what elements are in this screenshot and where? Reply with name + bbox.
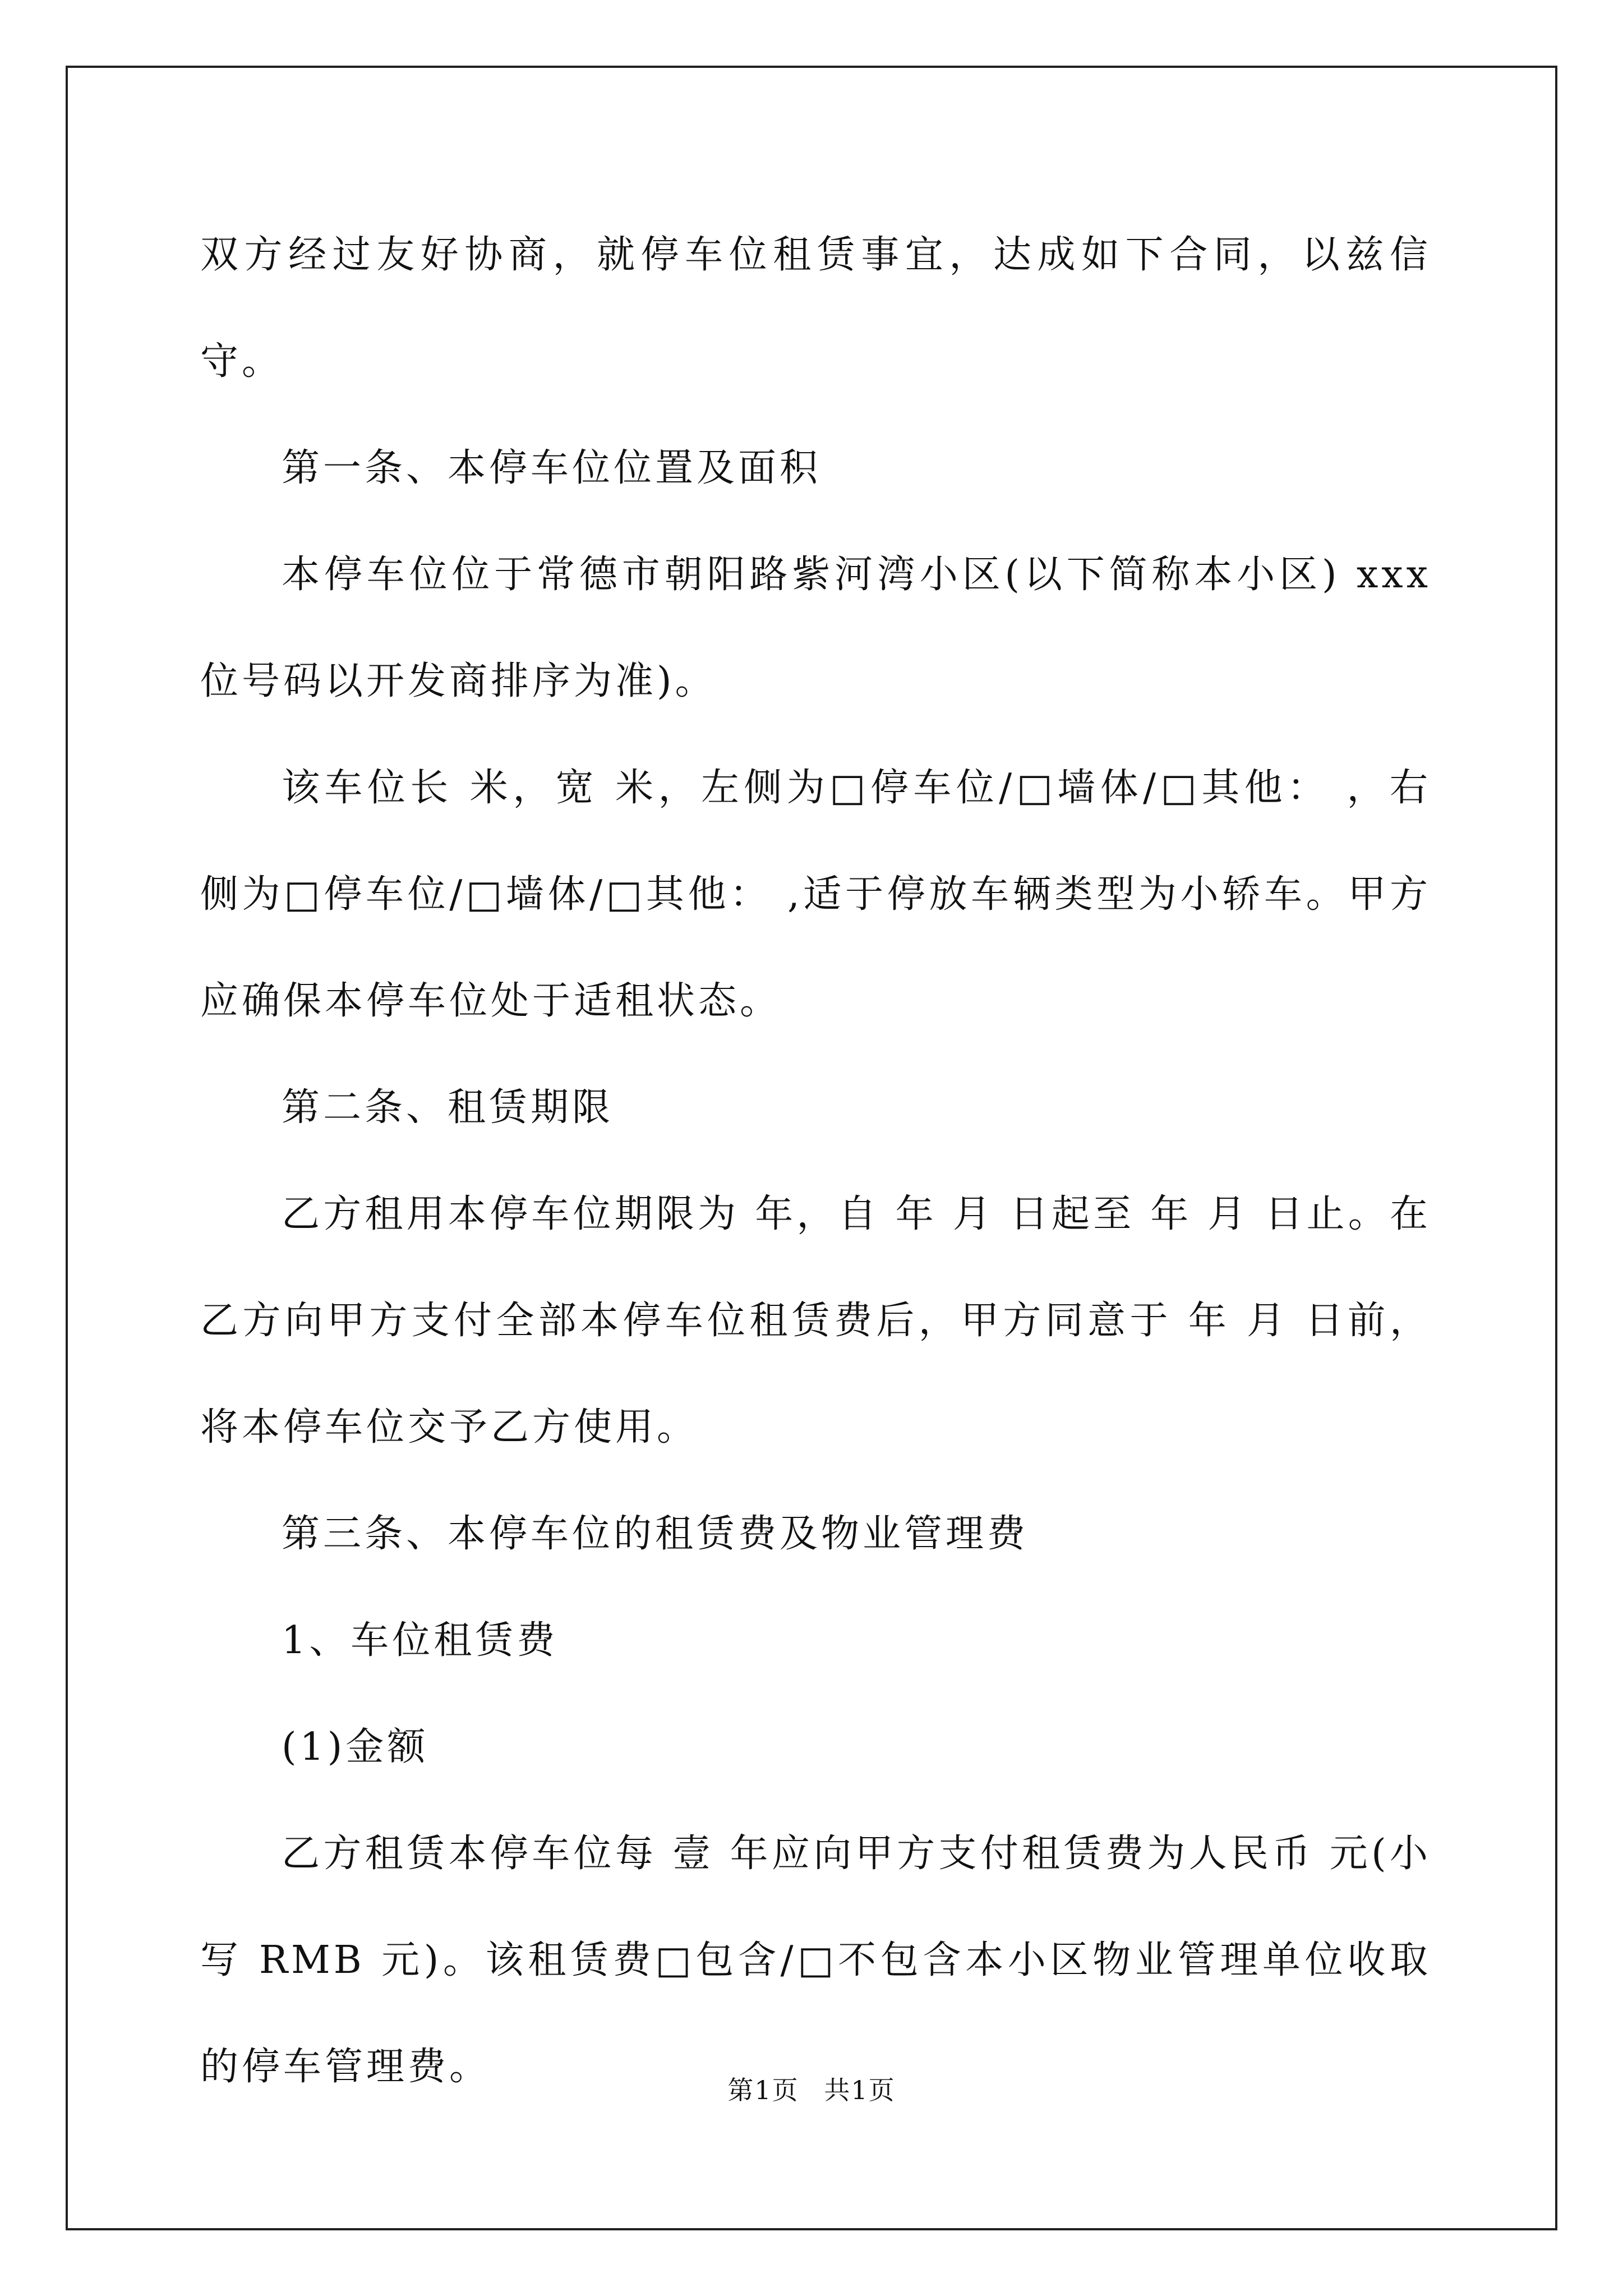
paragraph-2: 第一条、本停车位位置及面积 (282, 446, 822, 490)
paragraph-6: 乙方租用本停车位期限为 年，自 年 月 日起至 年 月 日止。在乙方向甲方支付全部本停车位租赁费后，甲方同意于 年 月 日前，将本停车位交予乙方使用。 (200, 1192, 1431, 1450)
paragraph-5: 第二条、租赁期限 (282, 1085, 614, 1130)
paragraph-4: 该车位长 米，宽 米，左侧为□停车位/□墙体/□其他： ，右侧为□停车位/□墙体/□其他： ,适于停放车辆类型为小轿车。甲方应确保本停车位处于适租状态。 (200, 766, 1431, 1023)
paragraph-7: 第三条、本停车位的租赁费及物业管理费 (282, 1512, 1029, 1556)
paragraph-8: 1、车位租赁费 (282, 1618, 559, 1663)
paragraph-10: 乙方租赁本停车位每 壹 年应向甲方支付租赁费为人民币 元(小写 RMB 元)。该租赁费□包含/□不包含本小区物业管理单位收取的停车管理费。 (200, 1832, 1431, 2089)
paragraph-1: 双方经过友好协商，就停车位租赁事宜，达成如下合同，以兹信守。 (200, 233, 1431, 384)
paragraph-9: (1)金额 (282, 1725, 429, 1769)
page-footer (0, 2070, 1623, 2107)
paragraph-3: 本停车位位于常德市朝阳路紫河湾小区(以下简称本小区) xxx 位号码以开发商排序为准)。 (200, 553, 1431, 703)
page-number: 第1页 (727, 2075, 799, 2105)
page-total: 共1页 (824, 2075, 896, 2105)
document-body (200, 202, 1431, 2120)
